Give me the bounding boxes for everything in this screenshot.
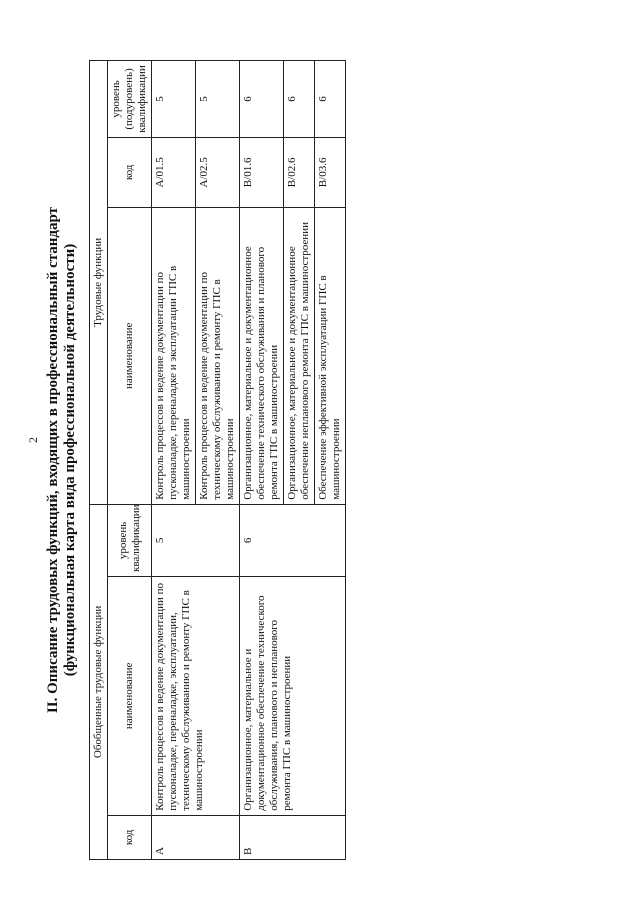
function-level: 6 xyxy=(240,61,284,138)
function-name: Организационное, материальное и документационное обеспечение непланового ремонта ГПС в машиностроении xyxy=(284,207,315,504)
page-number: 2 xyxy=(26,437,40,443)
function-code: B/01.6 xyxy=(240,137,284,207)
functional-map-table xyxy=(89,60,346,860)
function-code: B/03.6 xyxy=(315,137,346,207)
group-level: 6 xyxy=(240,504,346,576)
group-name: Организационное, материальное и документационное обеспечение технического обслуживания, планового и непланового ремонта ГПС в машиностроении xyxy=(240,577,346,816)
header-level: уровень квалификации xyxy=(108,504,152,576)
group-code: A xyxy=(152,815,240,859)
function-level: 5 xyxy=(196,61,240,138)
function-level: 5 xyxy=(152,61,196,138)
group-level: 5 xyxy=(152,504,240,576)
header-function-code: код xyxy=(108,137,152,207)
group-code: B xyxy=(240,815,346,859)
function-level: 6 xyxy=(315,61,346,138)
group-name: Контроль процессов и ведение документации по пусконаладке, переналадке, эксплуатации, техническому обслуживанию и ремонту ГПС в машиностроении xyxy=(152,577,240,816)
function-name: Контроль процессов и ведение документации по пусконаладке, переналадке и эксплуатации ГПС в машиностроении xyxy=(152,207,196,504)
title-line-2: (функциональная карта вида профессиональной деятельности) xyxy=(62,243,78,677)
function-code: A/02.5 xyxy=(196,137,240,207)
header-function-level: уровень (подуровень) квалификации xyxy=(108,61,152,138)
function-name: Обеспечение эффективной эксплуатации ГПС в машиностроении xyxy=(315,207,346,504)
header-function-name: наименование xyxy=(108,207,152,504)
header-name: наименование xyxy=(108,577,152,816)
header-code: код xyxy=(108,815,152,859)
header-labor-functions: Трудовые функции xyxy=(90,61,108,505)
table-row xyxy=(152,61,196,860)
table-row xyxy=(240,61,284,860)
header-generalized-functions: Обобщенные трудовые функции xyxy=(90,504,108,859)
function-level: 6 xyxy=(284,61,315,138)
title-line-1: II. Описание трудовых функций, входящих в профессиональный стандарт xyxy=(45,206,61,714)
function-code: B/02.6 xyxy=(284,137,315,207)
function-name: Контроль процессов и ведение документации по техническому обслуживанию и ремонту ГПС в машиностроении xyxy=(196,207,240,504)
function-code: A/01.5 xyxy=(152,137,196,207)
function-name: Организационное, материальное и документационное обеспечение технического обслуживания и планового ремонта ГПС в машиностроении xyxy=(240,207,284,504)
rotated-page xyxy=(45,60,605,860)
page-title xyxy=(45,60,79,860)
